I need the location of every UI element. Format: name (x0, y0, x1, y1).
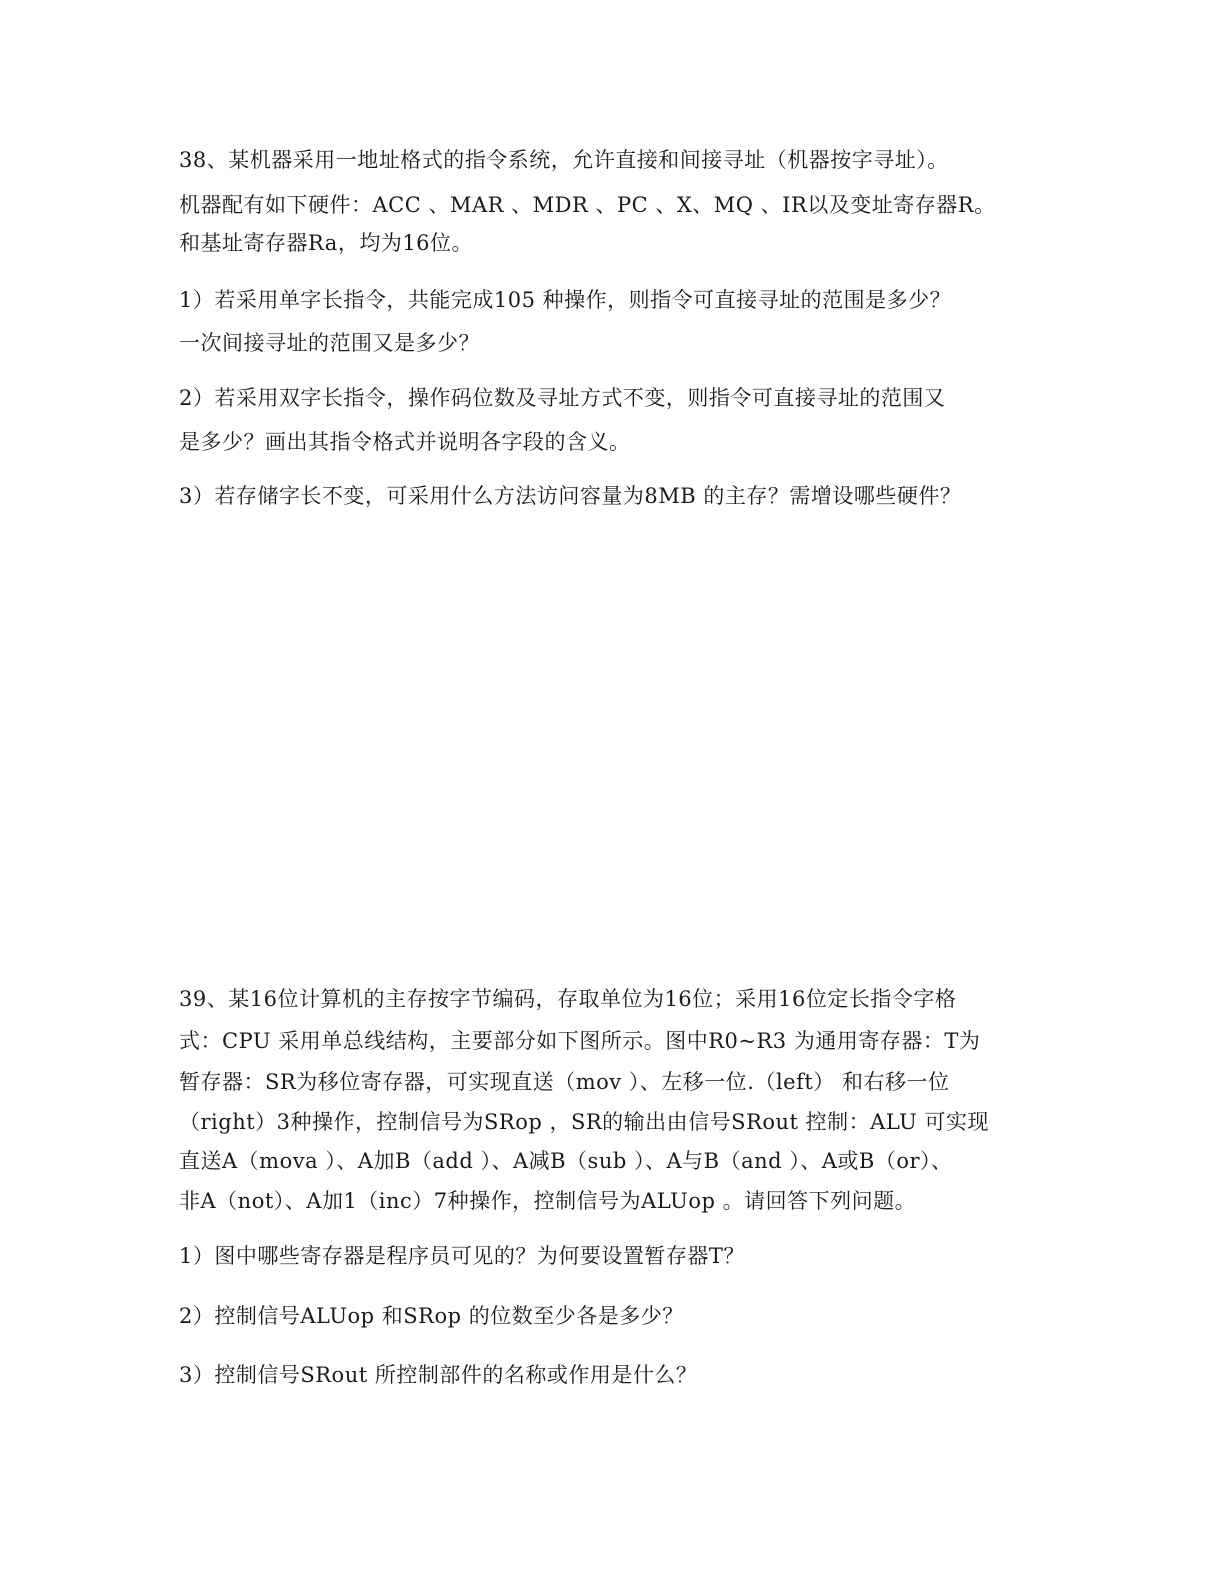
q38-stem-line-1: 38、某机器采用一地址格式的指令系统，允许直接和间接寻址（机器按字寻址）。 (179, 148, 949, 172)
q39-sub1-line-1: 1）图中哪些寄存器是程序员可见的？为何要设置暂存器T？ (179, 1244, 745, 1268)
q39-stem-line-5: 直送A（mova ）、A加B（add ）、A减B（sub ）、A与B（and ）、A或B（or）、 (179, 1149, 953, 1173)
q38-sub1-line-2: 一次间接寻址的范围又是多少？ (179, 331, 480, 355)
q39-stem-line-2: 式：CPU 采用单总线结构，主要部分如下图所示。图中R0~R3 为通用寄存器：T为 (179, 1029, 981, 1053)
q38-stem-line-3: 和基址寄存器Ra，均为16位。 (179, 231, 474, 255)
q38-sub3-line-1: 3）若存储字长不变，可采用什么方法访问容量为8MB 的主存？需增设哪些硬件？ (179, 484, 962, 508)
q38-sub2-line-1: 2）若采用双字长指令，操作码位数及寻址方式不变，则指令可直接寻址的范围又 (179, 386, 946, 410)
q39-sub2-line-1: 2）控制信号ALUop 和SRop 的位数至少各是多少？ (179, 1304, 684, 1328)
q39-stem-line-3: 暂存器：SR为移位寄存器，可实现直送（mov ）、左移一位.（left） 和右移一位 (179, 1070, 950, 1094)
q38-stem-line-2: 机器配有如下硬件：ACC 、MAR 、MDR 、PC 、X、MQ 、IR以及变址寄存器R。 (179, 193, 996, 217)
q38-sub1-line-1: 1）若采用单字长指令，共能完成105 种操作，则指令可直接寻址的范围是多少？ (179, 288, 952, 312)
q39-stem-line-6: 非A（not）、A加1（inc）7种操作，控制信号为ALUop 。请回答下列问题。 (179, 1189, 917, 1213)
q39-stem-line-4: （right）3种操作，控制信号为SRop ，SR的输出由信号SRout 控制：ALU 可实现 (179, 1110, 989, 1134)
q38-sub2-line-2: 是多少？画出其指令格式并说明各字段的含义。 (179, 430, 631, 454)
q39-stem-line-1: 39、某16位计算机的主存按字节编码，存取单位为16位；采用16位定长指令字格 (179, 987, 957, 1011)
q39-sub3-line-1: 3）控制信号SRout 所控制部件的名称或作用是什么？ (179, 1363, 698, 1387)
